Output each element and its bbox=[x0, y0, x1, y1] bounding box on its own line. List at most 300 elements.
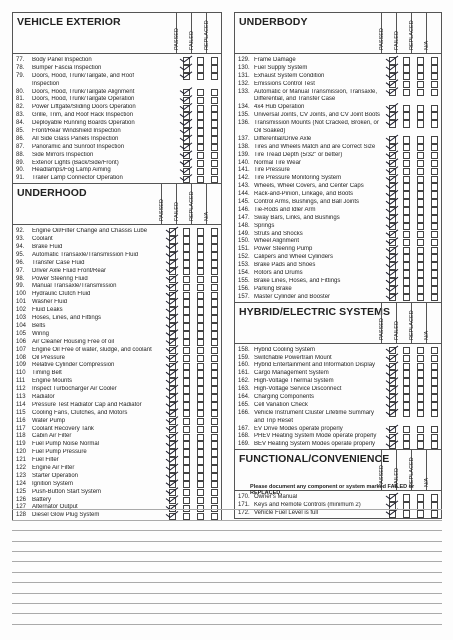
checkbox-na[interactable] bbox=[427, 394, 441, 402]
checkbox-replaced[interactable] bbox=[413, 136, 427, 144]
checkbox-failed[interactable] bbox=[179, 386, 193, 394]
note-line[interactable] bbox=[12, 594, 442, 604]
checkbox-replaced[interactable] bbox=[413, 199, 427, 207]
checkbox-na[interactable] bbox=[427, 262, 441, 270]
checkbox-replaced[interactable] bbox=[193, 489, 207, 497]
checkbox-replaced[interactable] bbox=[413, 183, 427, 191]
checkbox-na[interactable] bbox=[207, 236, 221, 244]
item-number: 163. bbox=[238, 386, 250, 393]
checkbox-na[interactable] bbox=[207, 260, 221, 268]
checkbox-na[interactable] bbox=[207, 339, 221, 347]
checkbox-na[interactable] bbox=[427, 286, 441, 294]
checkbox-failed[interactable] bbox=[179, 244, 193, 252]
checkbox-na[interactable] bbox=[427, 434, 441, 442]
checkbox-failed[interactable] bbox=[399, 363, 413, 371]
checkbox-replaced[interactable] bbox=[413, 57, 427, 65]
checkbox-failed[interactable] bbox=[193, 128, 207, 136]
checkbox-replaced[interactable] bbox=[193, 292, 207, 300]
checkbox-na[interactable] bbox=[427, 378, 441, 386]
checkbox-replaced[interactable] bbox=[413, 176, 427, 184]
hybrid-header bbox=[235, 303, 441, 344]
checkbox-failed[interactable] bbox=[399, 247, 413, 255]
checkbox-replaced[interactable] bbox=[193, 481, 207, 489]
checkbox-na[interactable] bbox=[207, 347, 221, 355]
checkbox-na[interactable] bbox=[207, 402, 221, 410]
item-number: 125 bbox=[16, 488, 27, 495]
checkbox-na[interactable] bbox=[207, 276, 221, 284]
checkbox-replaced[interactable] bbox=[413, 434, 427, 442]
checkbox-replaced[interactable] bbox=[193, 331, 207, 339]
item-number: 100 bbox=[16, 291, 27, 298]
checkbox-replaced[interactable] bbox=[193, 323, 207, 331]
checkbox-failed[interactable] bbox=[399, 112, 413, 120]
checkbox-replaced[interactable] bbox=[413, 223, 427, 231]
item-number: 96. bbox=[16, 259, 25, 266]
checkbox-replaced[interactable] bbox=[193, 394, 207, 402]
checkbox-na[interactable] bbox=[207, 370, 221, 378]
checkbox-failed[interactable] bbox=[399, 270, 413, 278]
checkbox-failed[interactable] bbox=[399, 386, 413, 394]
checkbox-failed[interactable] bbox=[179, 355, 193, 363]
checkbox-failed[interactable] bbox=[179, 481, 193, 489]
checkbox-replaced[interactable] bbox=[193, 260, 207, 268]
checkbox-replaced[interactable] bbox=[193, 363, 207, 371]
checkbox-failed[interactable] bbox=[179, 292, 193, 300]
checkbox-failed[interactable] bbox=[399, 81, 413, 89]
checkbox-na[interactable] bbox=[207, 465, 221, 473]
checkbox-failed[interactable] bbox=[399, 294, 413, 302]
checkbox-replaced[interactable] bbox=[193, 410, 207, 418]
item-number: 86. bbox=[16, 135, 25, 142]
checkbox-replaced[interactable] bbox=[207, 120, 221, 128]
checkbox-replaced[interactable] bbox=[413, 191, 427, 199]
checkbox-replaced[interactable] bbox=[207, 97, 221, 105]
checkbox-failed[interactable] bbox=[399, 355, 413, 363]
item-label: Cargo Management System bbox=[254, 370, 329, 377]
checkbox-failed[interactable] bbox=[179, 331, 193, 339]
checkbox-failed[interactable] bbox=[179, 252, 193, 260]
checkbox-failed[interactable] bbox=[193, 136, 207, 144]
checkbox-replaced[interactable] bbox=[413, 270, 427, 278]
checkbox-na[interactable] bbox=[427, 223, 441, 231]
checkbox-failed[interactable] bbox=[179, 418, 193, 426]
checkbox-failed[interactable] bbox=[399, 136, 413, 144]
check-mark bbox=[180, 175, 192, 181]
checkbox-na[interactable] bbox=[427, 191, 441, 199]
item-label: Vehicle Fuel Level is full bbox=[254, 509, 319, 516]
item-label: Tire Tread Depth (5/32" or better) bbox=[254, 151, 343, 158]
checkbox-failed[interactable] bbox=[179, 268, 193, 276]
checkbox-failed[interactable] bbox=[399, 105, 413, 113]
checkbox-na[interactable] bbox=[427, 144, 441, 152]
checkbox-failed[interactable] bbox=[179, 426, 193, 434]
checkbox-failed[interactable] bbox=[193, 89, 207, 97]
checkbox-na[interactable] bbox=[427, 386, 441, 394]
checkbox-na[interactable] bbox=[207, 331, 221, 339]
checkbox-failed[interactable] bbox=[399, 278, 413, 286]
checkbox-failed[interactable] bbox=[399, 426, 413, 434]
checkbox-failed[interactable] bbox=[193, 144, 207, 152]
checkbox-replaced[interactable] bbox=[207, 152, 221, 160]
checkbox-na[interactable] bbox=[207, 244, 221, 252]
checkbox-na[interactable] bbox=[427, 168, 441, 176]
column-header-replaced: REPLACED bbox=[409, 20, 415, 50]
checkbox-na[interactable] bbox=[207, 457, 221, 465]
checklist-row bbox=[235, 294, 441, 302]
note-line[interactable] bbox=[12, 552, 442, 562]
checkbox-replaced[interactable] bbox=[207, 168, 221, 176]
checkbox-replaced[interactable] bbox=[413, 120, 427, 128]
checkbox-failed[interactable] bbox=[179, 307, 193, 315]
check-mark bbox=[166, 275, 178, 281]
checkbox-na[interactable] bbox=[207, 355, 221, 363]
checkbox-na[interactable] bbox=[207, 252, 221, 260]
checkbox-replaced[interactable] bbox=[193, 347, 207, 355]
checkbox-failed[interactable] bbox=[179, 363, 193, 371]
checkbox-replaced[interactable] bbox=[413, 73, 427, 81]
checkbox-na[interactable] bbox=[427, 183, 441, 191]
checkbox-failed[interactable] bbox=[399, 73, 413, 81]
checkbox-na[interactable] bbox=[207, 481, 221, 489]
checkbox-failed[interactable] bbox=[179, 347, 193, 355]
checkbox-failed[interactable] bbox=[399, 215, 413, 223]
checkbox-failed[interactable] bbox=[399, 168, 413, 176]
checkbox-na[interactable] bbox=[207, 418, 221, 426]
checkbox-na[interactable] bbox=[207, 268, 221, 276]
checkbox-replaced[interactable] bbox=[413, 402, 427, 410]
checkbox-na[interactable] bbox=[207, 434, 221, 442]
checkbox-failed[interactable] bbox=[399, 152, 413, 160]
checkbox-na[interactable] bbox=[207, 228, 221, 236]
checkbox-replaced[interactable] bbox=[413, 294, 427, 302]
checkbox-replaced[interactable] bbox=[193, 370, 207, 378]
note-line[interactable] bbox=[12, 521, 442, 531]
checkbox-replaced[interactable] bbox=[413, 441, 427, 449]
note-line[interactable] bbox=[12, 531, 442, 541]
checkbox-failed[interactable] bbox=[399, 286, 413, 294]
item-number: 153. bbox=[238, 262, 250, 269]
checkbox-failed[interactable] bbox=[399, 176, 413, 184]
checkbox-failed[interactable] bbox=[179, 394, 193, 402]
checkbox-replaced[interactable] bbox=[193, 465, 207, 473]
checkbox-replaced[interactable] bbox=[193, 236, 207, 244]
checkbox-na[interactable] bbox=[427, 215, 441, 223]
checkbox-failed[interactable] bbox=[399, 120, 413, 128]
check-mark bbox=[166, 393, 178, 399]
checkbox-failed[interactable] bbox=[179, 299, 193, 307]
checkbox-na[interactable] bbox=[427, 207, 441, 215]
checkbox-replaced[interactable] bbox=[207, 57, 221, 65]
checkbox-na[interactable] bbox=[427, 254, 441, 262]
checkbox-replaced[interactable] bbox=[413, 160, 427, 168]
check-mark bbox=[166, 441, 178, 447]
checkbox-replaced[interactable] bbox=[413, 239, 427, 247]
checklist-row bbox=[235, 386, 441, 394]
checkbox-replaced[interactable] bbox=[413, 144, 427, 152]
checkbox-replaced[interactable] bbox=[193, 434, 207, 442]
checkbox-failed[interactable] bbox=[399, 231, 413, 239]
item-label: Doors, Hood, Trunk/Tailgate Alignment bbox=[32, 88, 135, 95]
checkbox-replaced[interactable] bbox=[413, 394, 427, 402]
checkbox-na[interactable] bbox=[207, 441, 221, 449]
checkbox-na[interactable] bbox=[427, 112, 441, 120]
checkbox-failed[interactable] bbox=[193, 73, 207, 81]
note-line[interactable] bbox=[12, 510, 442, 520]
checkbox-failed[interactable] bbox=[179, 410, 193, 418]
checkbox-replaced[interactable] bbox=[193, 473, 207, 481]
checkbox-replaced[interactable] bbox=[413, 207, 427, 215]
checkbox-replaced[interactable] bbox=[193, 339, 207, 347]
checkbox-failed[interactable] bbox=[399, 207, 413, 215]
checkbox-na[interactable] bbox=[207, 473, 221, 481]
checkbox-replaced[interactable] bbox=[193, 252, 207, 260]
checkbox-na[interactable] bbox=[427, 89, 441, 97]
checkbox-na[interactable] bbox=[427, 441, 441, 449]
checkbox-replaced[interactable] bbox=[207, 136, 221, 144]
checkbox-na[interactable] bbox=[427, 278, 441, 286]
checkbox-na[interactable] bbox=[207, 426, 221, 434]
checkbox-replaced[interactable] bbox=[207, 160, 221, 168]
checkbox-failed[interactable] bbox=[179, 489, 193, 497]
checkbox-replaced[interactable] bbox=[413, 278, 427, 286]
checkbox-failed[interactable] bbox=[193, 176, 207, 184]
checkbox-replaced[interactable] bbox=[207, 105, 221, 113]
check-mark bbox=[166, 385, 178, 391]
checkbox-replaced[interactable] bbox=[193, 276, 207, 284]
checkbox-failed[interactable] bbox=[399, 57, 413, 65]
checkbox-na[interactable] bbox=[427, 136, 441, 144]
checkbox-replaced[interactable] bbox=[413, 370, 427, 378]
checkbox-replaced[interactable] bbox=[413, 254, 427, 262]
checkbox-na[interactable] bbox=[427, 294, 441, 302]
checkbox-failed[interactable] bbox=[399, 347, 413, 355]
checkbox-replaced[interactable] bbox=[193, 268, 207, 276]
checkbox-replaced[interactable] bbox=[413, 386, 427, 394]
checkbox-failed[interactable] bbox=[179, 449, 193, 457]
checkbox-failed[interactable] bbox=[399, 89, 413, 97]
checkbox-failed[interactable] bbox=[193, 105, 207, 113]
checkbox-failed[interactable] bbox=[399, 441, 413, 449]
note-line[interactable] bbox=[12, 604, 442, 614]
checkbox-failed[interactable] bbox=[399, 254, 413, 262]
note-line[interactable] bbox=[12, 583, 442, 593]
checkbox-failed[interactable] bbox=[179, 457, 193, 465]
checkbox-failed[interactable] bbox=[399, 394, 413, 402]
note-line[interactable] bbox=[12, 542, 442, 552]
checkbox-replaced[interactable] bbox=[413, 81, 427, 89]
checkbox-failed[interactable] bbox=[193, 65, 207, 73]
checkbox-replaced[interactable] bbox=[207, 128, 221, 136]
checkbox-na[interactable] bbox=[207, 299, 221, 307]
checkbox-na[interactable] bbox=[207, 315, 221, 323]
checklist-row bbox=[235, 73, 441, 81]
checkbox-replaced[interactable] bbox=[207, 176, 221, 184]
checkbox-failed[interactable] bbox=[399, 239, 413, 247]
checkbox-na[interactable] bbox=[427, 402, 441, 410]
checklist-row bbox=[235, 183, 441, 191]
checklist-row bbox=[13, 323, 221, 331]
checkbox-replaced[interactable] bbox=[413, 363, 427, 371]
checkbox-replaced[interactable] bbox=[193, 441, 207, 449]
checkbox-na[interactable] bbox=[427, 239, 441, 247]
checkbox-replaced[interactable] bbox=[193, 284, 207, 292]
checkbox-failed[interactable] bbox=[179, 323, 193, 331]
item-label: Headlamps/Fog Lamp Aiming bbox=[32, 167, 111, 174]
checkbox-replaced[interactable] bbox=[207, 112, 221, 120]
item-number: 145. bbox=[238, 199, 250, 206]
checkbox-failed[interactable] bbox=[179, 315, 193, 323]
checkbox-replaced[interactable] bbox=[413, 355, 427, 363]
item-number: 79. bbox=[16, 72, 25, 79]
checkbox-failed[interactable] bbox=[179, 465, 193, 473]
checkbox-failed[interactable] bbox=[179, 402, 193, 410]
check-mark bbox=[166, 472, 178, 478]
item-label: Hoses, Lines, and Fittings bbox=[32, 315, 102, 322]
checkbox-na[interactable] bbox=[207, 323, 221, 331]
checkbox-failed[interactable] bbox=[179, 473, 193, 481]
checkbox-replaced[interactable] bbox=[413, 65, 427, 73]
checkbox-replaced[interactable] bbox=[193, 307, 207, 315]
checkbox-failed[interactable] bbox=[399, 199, 413, 207]
item-label: EV Drive Modes operate properly bbox=[254, 425, 343, 432]
checkbox-replaced[interactable] bbox=[193, 355, 207, 363]
checklist-row bbox=[235, 160, 441, 168]
checkbox-replaced[interactable] bbox=[207, 73, 221, 81]
checkbox-na[interactable] bbox=[427, 410, 441, 418]
checkbox-replaced[interactable] bbox=[413, 168, 427, 176]
checkbox-na[interactable] bbox=[207, 410, 221, 418]
checkbox-failed[interactable] bbox=[193, 168, 207, 176]
checkbox-failed[interactable] bbox=[179, 434, 193, 442]
checkbox-na[interactable] bbox=[427, 160, 441, 168]
checkbox-na[interactable] bbox=[427, 199, 441, 207]
checklist-row bbox=[235, 81, 441, 89]
checkbox-failed[interactable] bbox=[399, 378, 413, 386]
checkbox-replaced[interactable] bbox=[413, 262, 427, 270]
checkbox-replaced[interactable] bbox=[413, 231, 427, 239]
checkbox-replaced[interactable] bbox=[413, 247, 427, 255]
checkbox-failed[interactable] bbox=[399, 183, 413, 191]
checkbox-replaced[interactable] bbox=[193, 426, 207, 434]
item-label: Transmission Mounts (Not Cracked, Broken, or bbox=[254, 120, 379, 127]
checkbox-failed[interactable] bbox=[399, 160, 413, 168]
checkbox-replaced[interactable] bbox=[413, 105, 427, 113]
checkbox-replaced[interactable] bbox=[193, 378, 207, 386]
checkbox-failed[interactable] bbox=[193, 57, 207, 65]
checkbox-na[interactable] bbox=[207, 292, 221, 300]
check-mark bbox=[166, 283, 178, 289]
checkbox-replaced[interactable] bbox=[413, 410, 427, 418]
checkbox-failed[interactable] bbox=[179, 236, 193, 244]
checkbox-na[interactable] bbox=[207, 284, 221, 292]
checkbox-failed[interactable] bbox=[193, 160, 207, 168]
checkbox-replaced[interactable] bbox=[413, 286, 427, 294]
checkbox-replaced[interactable] bbox=[193, 402, 207, 410]
checkbox-failed[interactable] bbox=[399, 144, 413, 152]
checkbox-replaced[interactable] bbox=[193, 228, 207, 236]
note-line[interactable] bbox=[12, 573, 442, 583]
checkbox-failed[interactable] bbox=[179, 276, 193, 284]
checkbox-na[interactable] bbox=[427, 65, 441, 73]
checkbox-failed[interactable] bbox=[179, 378, 193, 386]
checkbox-na[interactable] bbox=[207, 363, 221, 371]
checkbox-na[interactable] bbox=[427, 152, 441, 160]
checkbox-replaced[interactable] bbox=[413, 112, 427, 120]
checkbox-replaced[interactable] bbox=[207, 65, 221, 73]
checkbox-replaced[interactable] bbox=[207, 89, 221, 97]
checkbox-replaced[interactable] bbox=[193, 244, 207, 252]
checkbox-replaced[interactable] bbox=[413, 378, 427, 386]
checkbox-na[interactable] bbox=[427, 270, 441, 278]
checkbox-failed[interactable] bbox=[193, 120, 207, 128]
checkbox-na[interactable] bbox=[427, 355, 441, 363]
checkbox-failed[interactable] bbox=[193, 112, 207, 120]
checkbox-failed[interactable] bbox=[399, 191, 413, 199]
checkbox-na[interactable] bbox=[207, 386, 221, 394]
checkbox-na[interactable] bbox=[427, 81, 441, 89]
checkbox-replaced[interactable] bbox=[413, 89, 427, 97]
note-line[interactable] bbox=[12, 562, 442, 572]
checkbox-na[interactable] bbox=[207, 449, 221, 457]
checkbox-failed[interactable] bbox=[399, 370, 413, 378]
checkbox-na[interactable] bbox=[427, 120, 441, 128]
checkbox-failed[interactable] bbox=[179, 339, 193, 347]
checkbox-replaced[interactable] bbox=[413, 152, 427, 160]
checkbox-na[interactable] bbox=[207, 489, 221, 497]
note-line[interactable] bbox=[12, 614, 442, 624]
checkbox-na[interactable] bbox=[427, 247, 441, 255]
checkbox-failed[interactable] bbox=[399, 434, 413, 442]
checkbox-failed[interactable] bbox=[179, 228, 193, 236]
checkbox-na[interactable] bbox=[207, 378, 221, 386]
checkbox-failed[interactable] bbox=[399, 410, 413, 418]
checkbox-na[interactable] bbox=[427, 363, 441, 371]
checkbox-na[interactable] bbox=[207, 394, 221, 402]
checkbox-replaced[interactable] bbox=[413, 347, 427, 355]
checkbox-failed[interactable] bbox=[179, 260, 193, 268]
checkbox-replaced[interactable] bbox=[193, 386, 207, 394]
checkbox-na[interactable] bbox=[427, 347, 441, 355]
checkbox-na[interactable] bbox=[427, 426, 441, 434]
checkbox-na[interactable] bbox=[427, 73, 441, 81]
checkbox-failed[interactable] bbox=[399, 402, 413, 410]
checkbox-failed[interactable] bbox=[179, 441, 193, 449]
checkbox-failed[interactable] bbox=[399, 65, 413, 73]
checkbox-na[interactable] bbox=[427, 105, 441, 113]
checkbox-na[interactable] bbox=[427, 176, 441, 184]
checkbox-failed[interactable] bbox=[193, 152, 207, 160]
note-line[interactable] bbox=[12, 500, 442, 510]
checkbox-replaced[interactable] bbox=[207, 144, 221, 152]
checkbox-failed[interactable] bbox=[179, 370, 193, 378]
checkbox-na[interactable] bbox=[427, 57, 441, 65]
checkbox-replaced[interactable] bbox=[193, 457, 207, 465]
checkbox-replaced[interactable] bbox=[193, 449, 207, 457]
checkbox-failed[interactable] bbox=[179, 284, 193, 292]
checkbox-replaced[interactable] bbox=[193, 315, 207, 323]
checkbox-na[interactable] bbox=[427, 370, 441, 378]
checkbox-failed[interactable] bbox=[399, 223, 413, 231]
checkbox-failed[interactable] bbox=[399, 262, 413, 270]
checkbox-na[interactable] bbox=[207, 307, 221, 315]
checkbox-replaced[interactable] bbox=[193, 299, 207, 307]
underbody-title: UNDERBODY bbox=[239, 16, 308, 28]
checkbox-replaced[interactable] bbox=[413, 426, 427, 434]
checkbox-replaced[interactable] bbox=[193, 418, 207, 426]
checkbox-replaced[interactable] bbox=[413, 215, 427, 223]
checkbox-na[interactable] bbox=[427, 231, 441, 239]
checkbox-failed[interactable] bbox=[193, 97, 207, 105]
